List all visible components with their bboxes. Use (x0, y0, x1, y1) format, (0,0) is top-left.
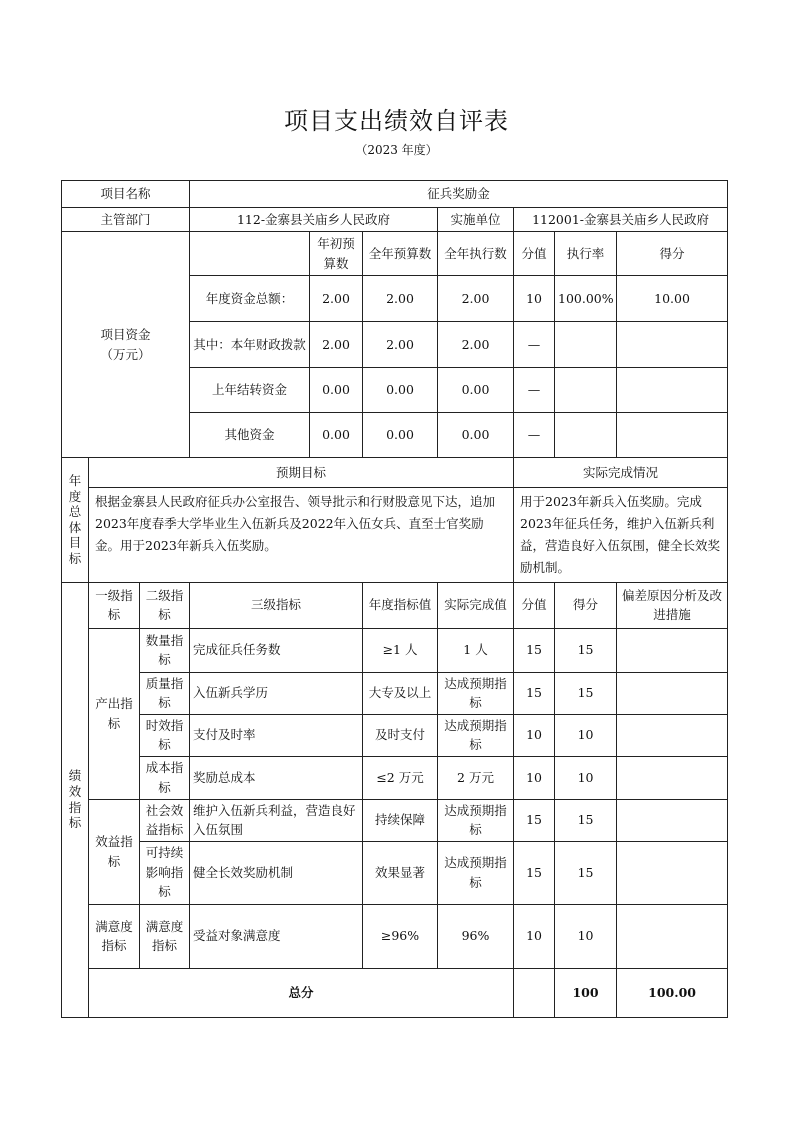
indicator-row (62, 672, 728, 714)
target: 效果显著 (363, 841, 438, 904)
score: 10 (555, 756, 617, 799)
funds-label (62, 232, 190, 458)
goals-header-row (62, 458, 728, 488)
level3: 支付及时率 (190, 714, 363, 756)
actual: 达成预期指标 (438, 799, 514, 841)
funds-rate (555, 322, 617, 368)
funds-annual: 0.00 (363, 413, 438, 458)
total-label: 总分 (89, 968, 514, 1017)
actual: 2 万元 (438, 756, 514, 799)
total-blank (514, 968, 555, 1017)
value: 15 (514, 799, 555, 841)
indicator-header: 得分 (555, 582, 617, 628)
reason (617, 756, 728, 799)
level2: 社会效益指标 (140, 799, 190, 841)
level2: 时效指标 (140, 714, 190, 756)
funds-initial: 0.00 (310, 413, 363, 458)
funds-row-name: 上年结转资金 (190, 368, 310, 413)
indicator-header: 三级指标 (190, 582, 363, 628)
score: 10 (555, 714, 617, 756)
goals-text-row (62, 488, 728, 583)
indicators-header-row (62, 582, 728, 628)
expected-goal-header: 预期目标 (89, 458, 514, 488)
score: 10 (555, 904, 617, 968)
goals-label (62, 458, 89, 583)
level2: 可持续影响指标 (140, 841, 190, 904)
reason (617, 714, 728, 756)
funds-score: 10.00 (617, 276, 728, 322)
target: ≤2 万元 (363, 756, 438, 799)
level2: 数量指标 (140, 628, 190, 672)
funds-initial: 2.00 (310, 322, 363, 368)
funds-header: 全年执行数 (438, 232, 514, 276)
target: 大专及以上 (363, 672, 438, 714)
total-row (62, 968, 728, 1017)
funds-header: 得分 (617, 232, 728, 276)
funds-score-value: 10 (514, 276, 555, 322)
level3: 维护入伍新兵利益，营造良好入伍氛围 (190, 799, 363, 841)
indicators-label-text: 绩效指标 (68, 768, 82, 831)
funds-rate: 100.00% (555, 276, 617, 322)
reason (617, 628, 728, 672)
funds-initial: 0.00 (310, 368, 363, 413)
indicator-row (62, 904, 728, 968)
goals-label-text: 年度总体目标 (68, 472, 82, 566)
total-score: 100.00 (617, 968, 728, 1017)
funds-annual: 2.00 (363, 322, 438, 368)
impl-label: 实施单位 (438, 208, 514, 232)
actual: 96% (438, 904, 514, 968)
value: 10 (514, 714, 555, 756)
level1-benefit: 效益指标 (89, 799, 140, 904)
funds-exec: 0.00 (438, 413, 514, 458)
level2: 质量指标 (140, 672, 190, 714)
funds-score-value: — (514, 413, 555, 458)
indicator-header: 分值 (514, 582, 555, 628)
actual-goal-header: 实际完成情况 (514, 458, 728, 488)
total-value: 100 (555, 968, 617, 1017)
level3: 完成征兵任务数 (190, 628, 363, 672)
reason (617, 799, 728, 841)
level3: 奖励总成本 (190, 756, 363, 799)
dept-value: 112-金寨县关庙乡人民政府 (190, 208, 438, 232)
value: 15 (514, 628, 555, 672)
funds-score (617, 322, 728, 368)
target: ≥96% (363, 904, 438, 968)
target: 持续保障 (363, 799, 438, 841)
indicator-row (62, 841, 728, 904)
target: ≥1 人 (363, 628, 438, 672)
funds-score-value: — (514, 368, 555, 413)
actual: 达成预期指标 (438, 841, 514, 904)
actual-goal-text: 用于2023年新兵入伍奖励。完成2023年征兵任务，维护入伍新兵利益，营造良好入伍氛围，健全长效奖励机制。 (514, 488, 728, 583)
funds-row-name: 其他资金 (190, 413, 310, 458)
project-name-label: 项目名称 (62, 181, 190, 208)
funds-header: 分值 (514, 232, 555, 276)
year-subtitle: （2023 年度） (355, 143, 438, 157)
score: 15 (555, 672, 617, 714)
level3: 受益对象满意度 (190, 904, 363, 968)
funds-annual: 2.00 (363, 276, 438, 322)
funds-score (617, 368, 728, 413)
expected-goal-text: 根据金寨县人民政府征兵办公室报告、领导批示和行财股意见下达，追加2023年度春季大学毕业生入伍新兵及2022年入伍女兵、直至士官奖励金。用于2023年新兵入伍奖励。 (89, 488, 514, 583)
level2: 成本指标 (140, 756, 190, 799)
value: 10 (514, 904, 555, 968)
funds-exec: 2.00 (438, 322, 514, 368)
level3: 健全长效奖励机制 (190, 841, 363, 904)
indicator-header: 二级指标 (140, 582, 190, 628)
indicator-header: 实际完成值 (438, 582, 514, 628)
funds-score-value: — (514, 322, 555, 368)
indicator-row (62, 799, 728, 841)
target: 及时支付 (363, 714, 438, 756)
page-title: 项目支出绩效自评表 (284, 107, 509, 135)
value: 15 (514, 672, 555, 714)
score: 15 (555, 799, 617, 841)
indicator-header: 偏差原因分析及改进措施 (617, 582, 728, 628)
indicator-row (62, 714, 728, 756)
score: 15 (555, 841, 617, 904)
project-name-row (62, 181, 728, 208)
value: 15 (514, 841, 555, 904)
level3: 入伍新兵学历 (190, 672, 363, 714)
department-row (62, 208, 728, 232)
score: 15 (555, 628, 617, 672)
indicator-header: 一级指标 (89, 582, 140, 628)
funds-header: 执行率 (555, 232, 617, 276)
funds-header-blank (190, 232, 310, 276)
funds-rate (555, 413, 617, 458)
funds-label-text: 项目资金（万元） (100, 327, 151, 362)
indicator-row (62, 628, 728, 672)
actual: 达成预期指标 (438, 672, 514, 714)
funds-score (617, 413, 728, 458)
level1-output: 产出指标 (89, 628, 140, 799)
funds-header: 全年预算数 (363, 232, 438, 276)
level1-satisfaction: 满意度指标 (89, 904, 140, 968)
impl-value: 112001-金寨县关庙乡人民政府 (514, 208, 728, 232)
funds-row-name: 年度资金总额： (190, 276, 310, 322)
funds-header: 年初预算数 (310, 232, 363, 276)
indicators-label (62, 582, 89, 1017)
reason (617, 841, 728, 904)
funds-annual: 0.00 (363, 368, 438, 413)
funds-row-name: 其中：本年财政拨款 (190, 322, 310, 368)
project-name-value: 征兵奖励金 (190, 181, 728, 208)
funds-rate (555, 368, 617, 413)
dept-label: 主管部门 (62, 208, 190, 232)
reason (617, 672, 728, 714)
actual: 1 人 (438, 628, 514, 672)
value: 10 (514, 756, 555, 799)
level2: 满意度指标 (140, 904, 190, 968)
self-evaluation-table (61, 180, 728, 1018)
funds-initial: 2.00 (310, 276, 363, 322)
funds-exec: 0.00 (438, 368, 514, 413)
funds-header-row (62, 232, 728, 276)
funds-exec: 2.00 (438, 276, 514, 322)
actual: 达成预期指标 (438, 714, 514, 756)
reason (617, 904, 728, 968)
indicator-row (62, 756, 728, 799)
indicator-header: 年度指标值 (363, 582, 438, 628)
